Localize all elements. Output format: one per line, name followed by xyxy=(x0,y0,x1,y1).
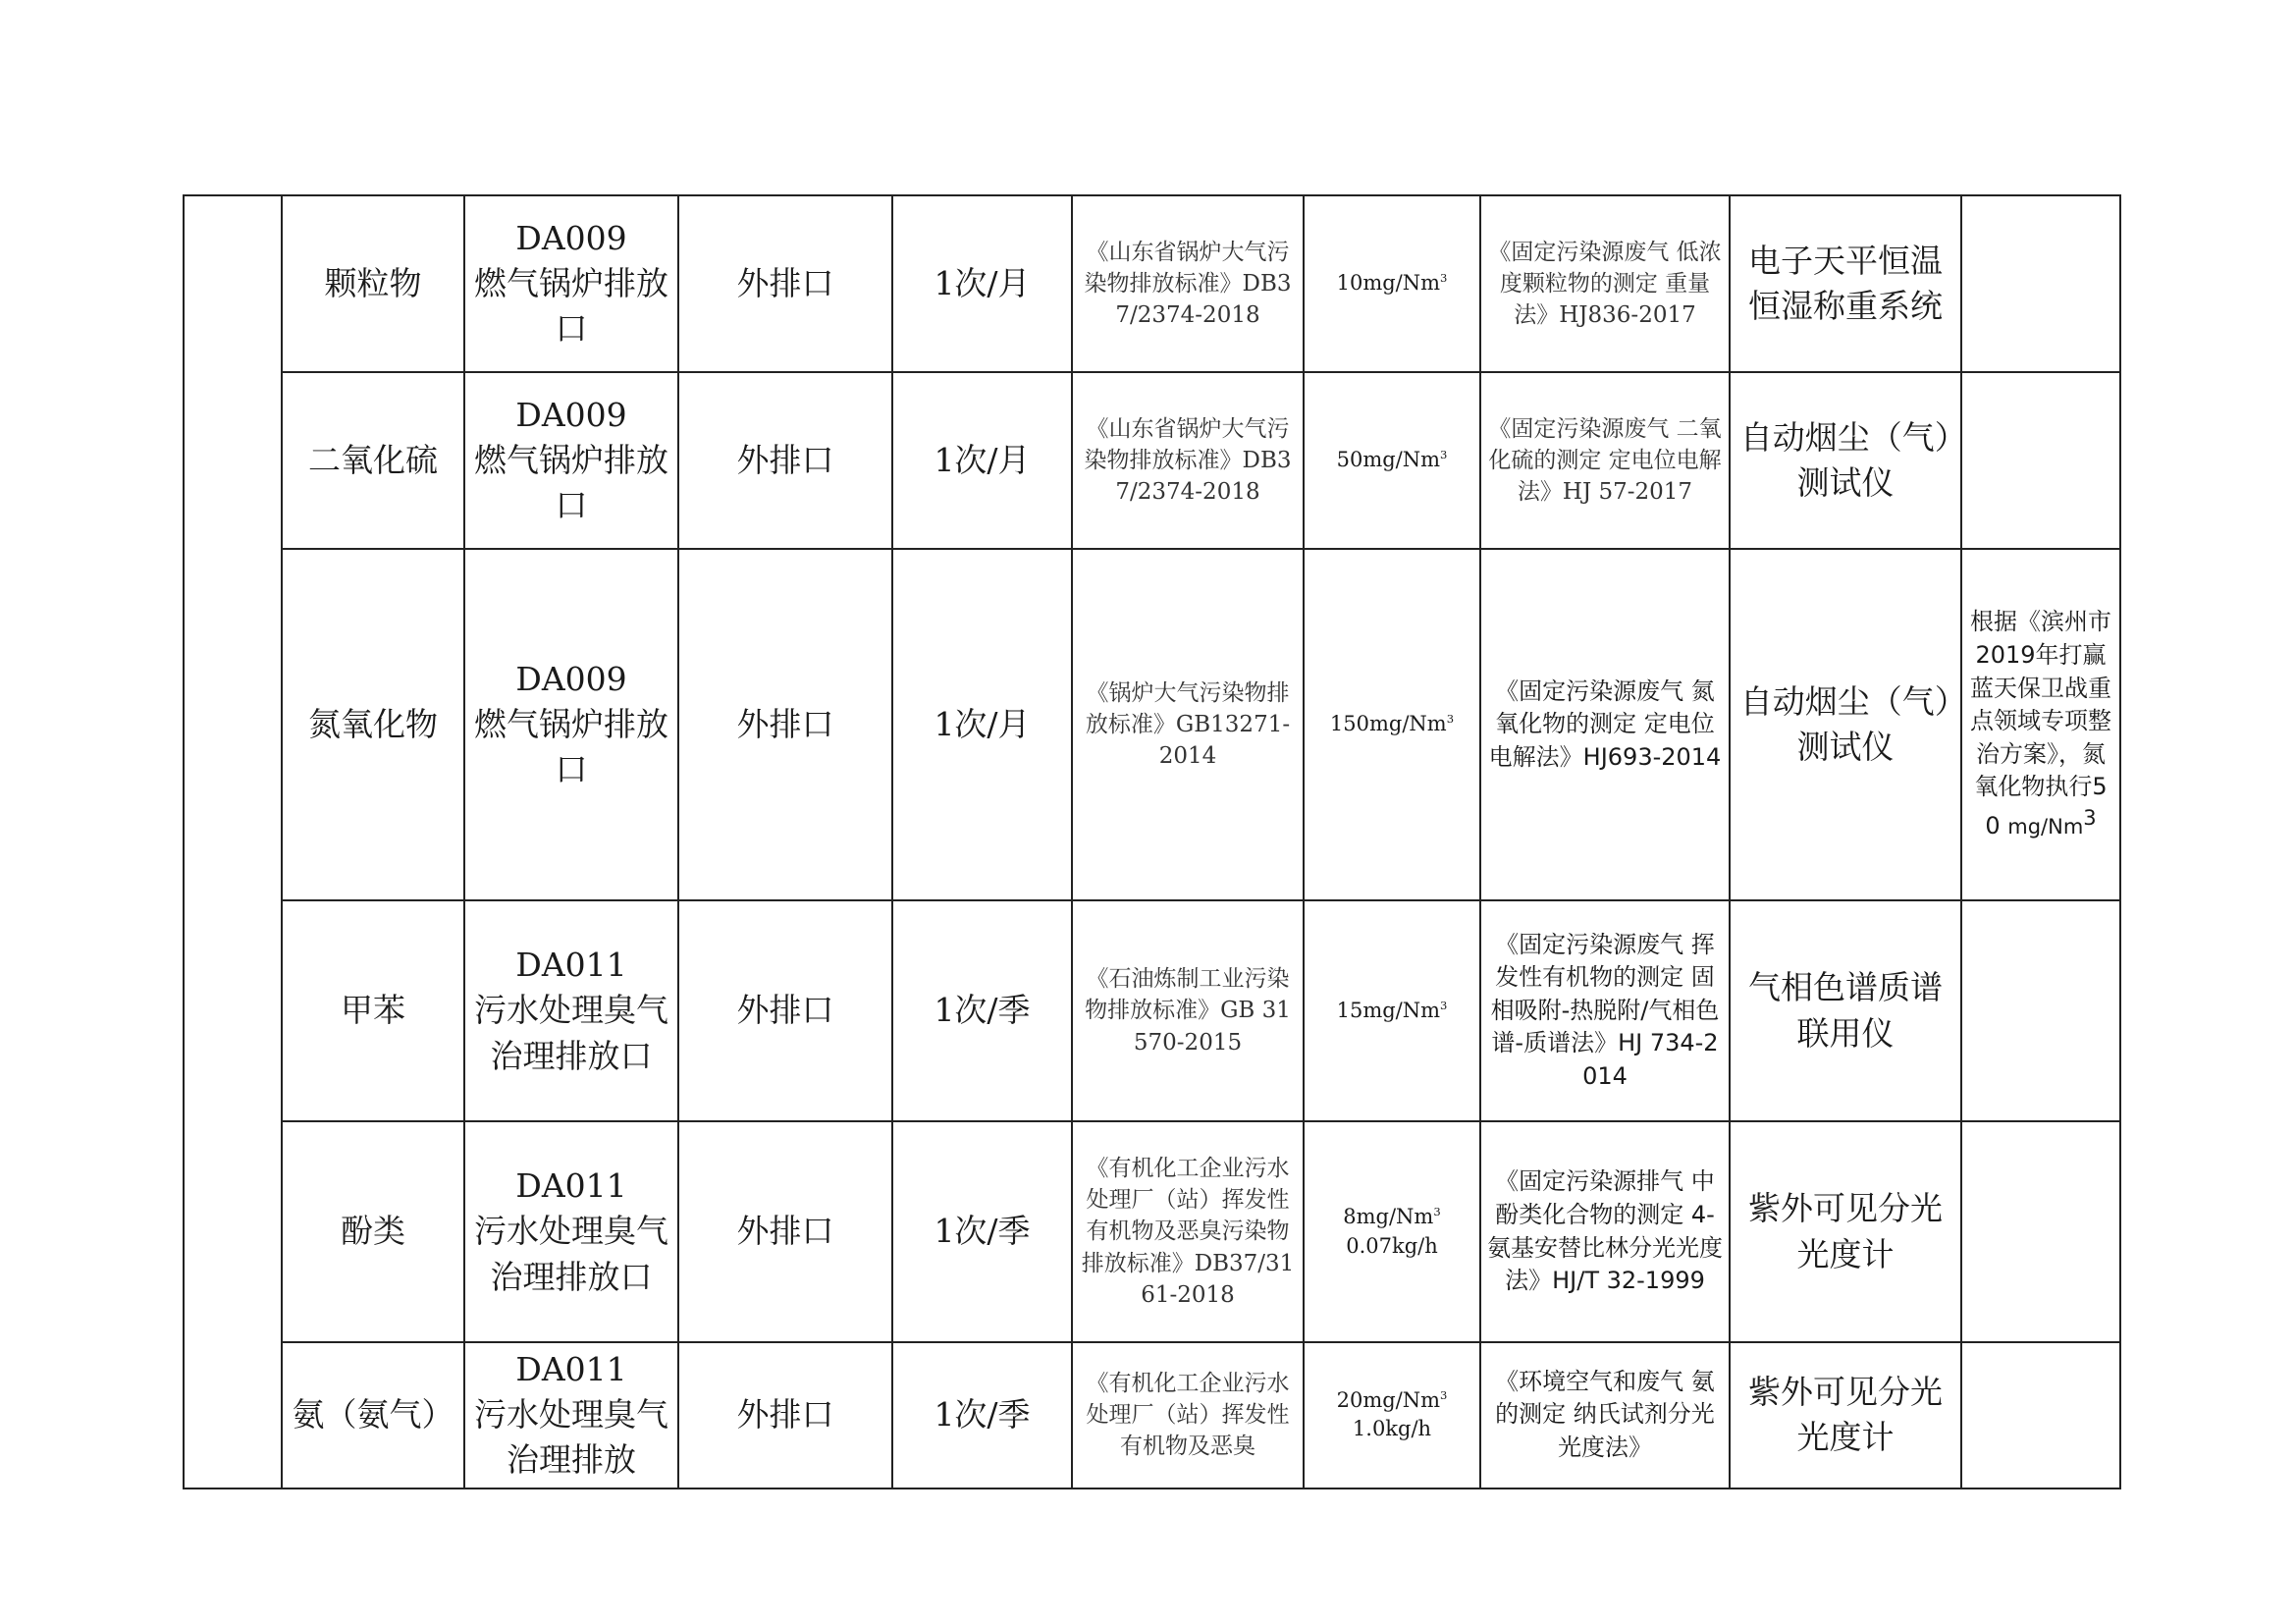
location-cell: 外排口 xyxy=(678,372,892,549)
standard-cell: 《有机化工企业污水处理厂（站）挥发性有机物及恶臭 xyxy=(1072,1342,1304,1489)
pollutant-cell: 氨（氨气） xyxy=(282,1342,464,1489)
limit-cell: 8mg/Nm$^3$ 0.07kg/h xyxy=(1304,1121,1480,1342)
pollutant-cell: 颗粒物 xyxy=(282,195,464,372)
limit-cell: 15mg/Nm$^3$ xyxy=(1304,900,1480,1121)
category-cell xyxy=(184,195,282,1489)
standard-cell: 《山东省锅炉大气污染物排放标准》DB37/2374-2018 xyxy=(1072,372,1304,549)
note-cell: 根据《滨州市2019年打赢蓝天保卫战重点领域专项整治方案》，氮氧化物执行50 mg/Nm$^3$ xyxy=(1961,549,2120,900)
pollutant-cell: 氮氧化物 xyxy=(282,549,464,900)
location-cell: 外排口 xyxy=(678,1342,892,1489)
note-cell xyxy=(1961,195,2120,372)
table-row xyxy=(184,549,2120,900)
note-cell xyxy=(1961,1342,2120,1489)
limit-cell: 50mg/Nm$^3$ xyxy=(1304,372,1480,549)
standard-cell: 《石油炼制工业污染物排放标准》GB 31570-2015 xyxy=(1072,900,1304,1121)
frequency-cell: 1次/月 xyxy=(892,195,1072,372)
method-cell: 《固定污染源废气 二氧化硫的测定 定电位电解法》HJ 57-2017 xyxy=(1480,372,1730,549)
limit-cell: 10mg/Nm$^3$ xyxy=(1304,195,1480,372)
frequency-cell: 1次/月 xyxy=(892,372,1072,549)
standard-cell: 《锅炉大气污染物排放标准》GB13271-2014 xyxy=(1072,549,1304,900)
limit-cell: 20mg/Nm$^3$ 1.0kg/h xyxy=(1304,1342,1480,1489)
instrument-cell: 紫外可见分光光度计 xyxy=(1730,1121,1961,1342)
method-cell: 《固定污染源废气 低浓度颗粒物的测定 重量法》HJ836-2017 xyxy=(1480,195,1730,372)
pollutant-cell: 二氧化硫 xyxy=(282,372,464,549)
location-cell: 外排口 xyxy=(678,195,892,372)
outlet-cell: DA011 污水处理臭气治理排放口 xyxy=(464,1121,678,1342)
outlet-cell: DA011 污水处理臭气治理排放口 xyxy=(464,900,678,1121)
frequency-cell: 1次/季 xyxy=(892,900,1072,1121)
limit-cell: 150mg/Nm$^3$ xyxy=(1304,549,1480,900)
outlet-cell: DA009 燃气锅炉排放口 xyxy=(464,549,678,900)
method-cell: 《环境空气和废气 氨的测定 纳氏试剂分光光度法》 xyxy=(1480,1342,1730,1489)
table-row xyxy=(184,195,2120,372)
frequency-cell: 1次/月 xyxy=(892,549,1072,900)
table-row xyxy=(184,372,2120,549)
location-cell: 外排口 xyxy=(678,549,892,900)
table-row xyxy=(184,1121,2120,1342)
outlet-cell: DA009 燃气锅炉排放口 xyxy=(464,195,678,372)
note-cell xyxy=(1961,900,2120,1121)
instrument-cell: 紫外可见分光光度计 xyxy=(1730,1342,1961,1489)
pollutant-cell: 酚类 xyxy=(282,1121,464,1342)
frequency-cell: 1次/季 xyxy=(892,1342,1072,1489)
standard-cell: 《山东省锅炉大气污染物排放标准》DB37/2374-2018 xyxy=(1072,195,1304,372)
method-cell: 《固定污染源废气 挥发性有机物的测定 固相吸附-热脱附/气相色谱-质谱法》HJ 734-2014 xyxy=(1480,900,1730,1121)
location-cell: 外排口 xyxy=(678,1121,892,1342)
frequency-cell: 1次/季 xyxy=(892,1121,1072,1342)
standard-cell: 《有机化工企业污水处理厂（站）挥发性有机物及恶臭污染物排放标准》DB37/3161-2018 xyxy=(1072,1121,1304,1342)
outlet-cell: DA009 燃气锅炉排放口 xyxy=(464,372,678,549)
instrument-cell: 气相色谱质谱联用仪 xyxy=(1730,900,1961,1121)
location-cell: 外排口 xyxy=(678,900,892,1121)
outlet-cell: DA011 污水处理臭气治理排放 xyxy=(464,1342,678,1489)
instrument-cell: 自动烟尘（气）测试仪 xyxy=(1730,372,1961,549)
pollutant-cell: 甲苯 xyxy=(282,900,464,1121)
monitoring-table xyxy=(183,194,2121,1489)
table-row xyxy=(184,900,2120,1121)
instrument-cell: 电子天平恒温恒湿称重系统 xyxy=(1730,195,1961,372)
instrument-cell: 自动烟尘（气）测试仪 xyxy=(1730,549,1961,900)
method-cell: 《固定污染源排气 中酚类化合物的测定 4-氨基安替比林分光光度法》HJ/T 32-1999 xyxy=(1480,1121,1730,1342)
method-cell: 《固定污染源废气 氮氧化物的测定 定电位电解法》HJ693-2014 xyxy=(1480,549,1730,900)
table-row xyxy=(184,1342,2120,1489)
note-cell xyxy=(1961,372,2120,549)
note-cell xyxy=(1961,1121,2120,1342)
